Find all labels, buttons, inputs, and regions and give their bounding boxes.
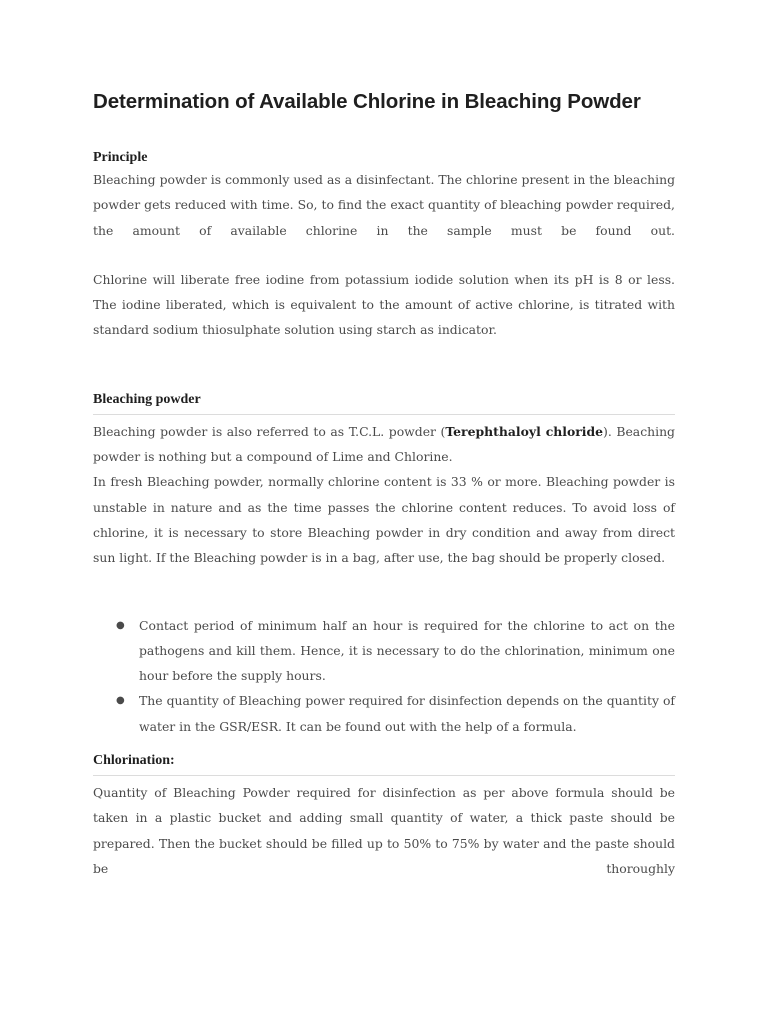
- chlorination-paragraph-1: Quantity of Bleaching Powder required for disinfection as per above formula should be taken in a plastic bucket and adding small quantity of water, a thick paste should be prepared. Then the bucket should be filled up to 50% to 75% by water and the paste should be thoroughly: [93, 785, 675, 876]
- terephthaloyl-chloride-term: Terephthaloyl chloride: [445, 423, 604, 439]
- bleaching-powder-paragraph-1-start: Bleaching powder is also referred to as T.C.L. powder (: [93, 423, 446, 439]
- principle-heading: Principle: [93, 150, 148, 165]
- bullet-text: Contact period of minimum half an hour is required for the chlorine to act on the pathogens and kill them. Hence, it is necessary to do the chlorination, minimum one hour before the supply hours.: [139, 617, 675, 684]
- document-page: [93, 88, 675, 881]
- bullet-icon: ●: [116, 619, 125, 631]
- bullet-text: The quantity of Bleaching power required for disinfection depends on the quantity of water in the GSR/ESR. It can be found out with the help of a formula.: [139, 693, 675, 734]
- bleaching-powder-paragraph-1-end: ). Beaching powder is nothing but a compound of Lime and Chlorine.: [93, 423, 675, 465]
- document-title: Determination of Available Chlorine in Bleaching Powder: [93, 90, 641, 113]
- bleaching-powder-heading: Bleaching powder: [93, 392, 675, 415]
- bullet-icon: ●: [116, 695, 125, 707]
- list-item: [93, 688, 675, 739]
- bleaching-powder-paragraph-2: In fresh Bleaching powder, normally chlorine content is 33 % or more. Bleaching powder is unstable in nature and as the time passes the chlorine content reduces. To avoid loss of chlorine, it is necessary to store Bleaching powder in dry condition and away from direct sun light. If the Bleaching powder is in a bag, after use, the bag should be properly closed.: [93, 474, 675, 566]
- bullet-list: [93, 613, 675, 739]
- bleaching-powder-paragraph-1: [93, 419, 675, 470]
- list-item: [93, 613, 675, 689]
- principle-paragraph-2: Chlorine will liberate free iodine from potassium iodide solution when its pH is 8 or less. The iodine liberated, which is equivalent to the amount of active chlorine, is titrated with standard sodium thiosulphate solution using starch as indicator.: [93, 271, 675, 338]
- chlorination-heading: Chlorination:: [93, 753, 675, 776]
- principle-paragraph-1: Bleaching powder is commonly used as a disinfectant. The chlorine present in the bleaching powder gets reduced with time. So, to find the exact quantity of bleaching powder required, the amount of available chlorine in the sample must be found out.: [93, 172, 675, 238]
